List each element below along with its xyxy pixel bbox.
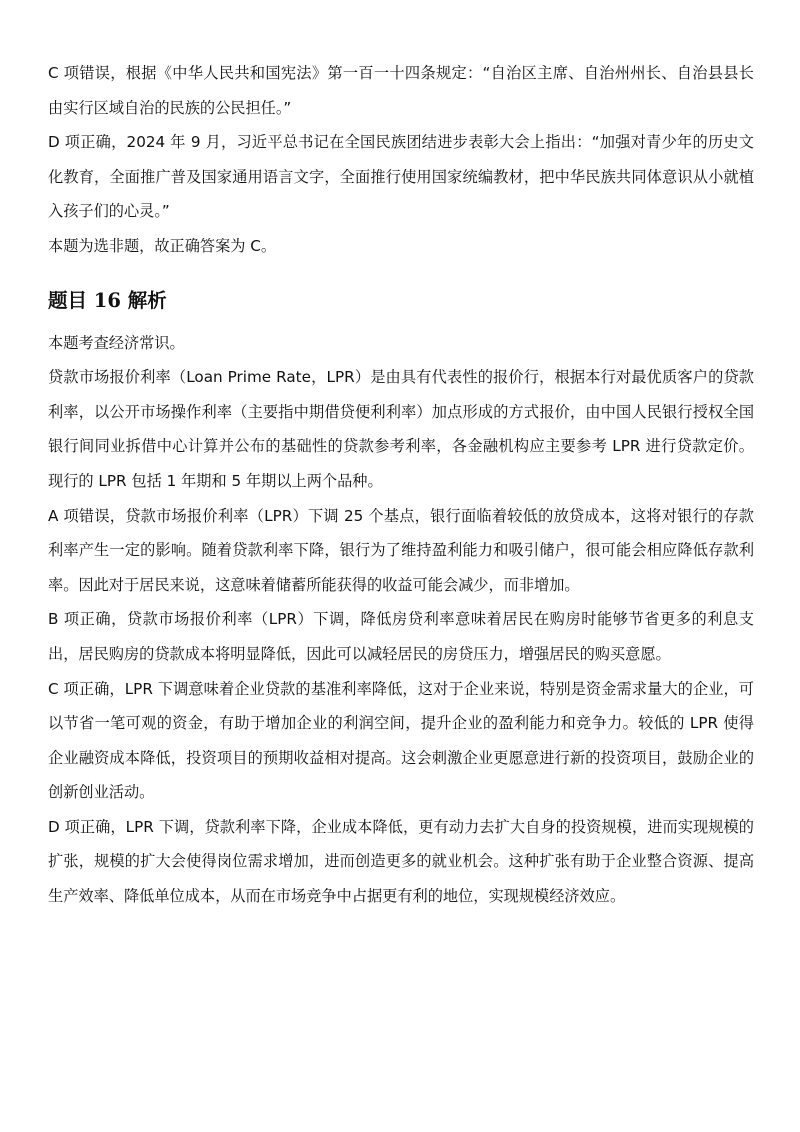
paragraph-option-b: B 项正确，贷款市场报价利率（LPR）下调，降低房贷利率意味着居民在购房时能够节省更多的利息支出，居民购房的贷款成本将明显降低，因此可以减轻居民的房贷压力，增强居民的购买意愿。 [48, 610, 754, 663]
paragraph-topic: 本题考查经济常识。 [48, 333, 185, 352]
paragraph-option-d: D 项正确，LPR 下调，贷款利率下降，企业成本降低，更有动力去扩大自身的投资规模，进而实现规模的扩张，规模的扩大会使得岗位需求增加，进而创造更多的就业机会。这种扩张有助于企业整合资源、提高生产效率、降低单位成本，从而在市场竞争中占据更有利的地位，实现规模经济效应。 [48, 817, 754, 906]
document-page [48, 56, 754, 914]
paragraph-option-d-speech: D 项正确，2024 年 9 月，习近平总书记在全国民族团结进步表彰大会上指出：“加强对青少年的历史文化教育，全面推广普及国家通用语言文字，全面推行使用国家统编教材，把中华民族共同体意识从小就植入孩子们的心灵。” [48, 133, 754, 221]
paragraph-option-a: A 项错误，贷款市场报价利率（LPR）下调 25 个基点，银行面临着较低的放贷成本，这将对银行的存款利率产生一定的影响。随着贷款利率下降，银行为了维持盈利能力和吸引储户，很可能会相应降低存款利率。因此对于居民来说，这意味着储蓄所能获得的收益可能会减少，而非增加。 [48, 506, 754, 594]
section-title: 题目 16 解析 [48, 288, 167, 312]
paragraph-lpr-definition: 贷款市场报价利率（Loan Prime Rate，LPR）是由具有代表性的报价行，根据本行对最优质客户的贷款利率，以公开市场操作利率（主要指中期借贷便利利率）加点形成的方式报价，由中国人民银行授权全国银行间同业拆借中心计算并公布的基础性的贷款参考利率，各金融机构应主要参考 LPR 进行贷款定价。 现行的 LPR 包括 1 年期和 5 年期以上两个品种。 [48, 368, 754, 490]
paragraph-option-c-constitution: C 项错误，根据《中华人民共和国宪法》第一百一十四条规定：“自治区主席、自治州州长、自治县县长由实行区域自治的民族的公民担任。” [48, 64, 754, 117]
paragraph-answer-conclusion: 本题为选非题，故正确答案为 C。 [48, 236, 277, 255]
paragraph-option-c: C 项正确，LPR 下调意味着企业贷款的基准利率降低，这对于企业来说，特别是资金需求量大的企业，可以节省一笔可观的资金，有助于增加企业的利润空间，提升企业的盈利能力和竞争力。较低的 LPR 使得企业融资成本降低，投资项目的预期收益相对提高。这会刺激企业更愿意进行新的投资项目，鼓励企业的创新创业活动。 [48, 679, 754, 802]
